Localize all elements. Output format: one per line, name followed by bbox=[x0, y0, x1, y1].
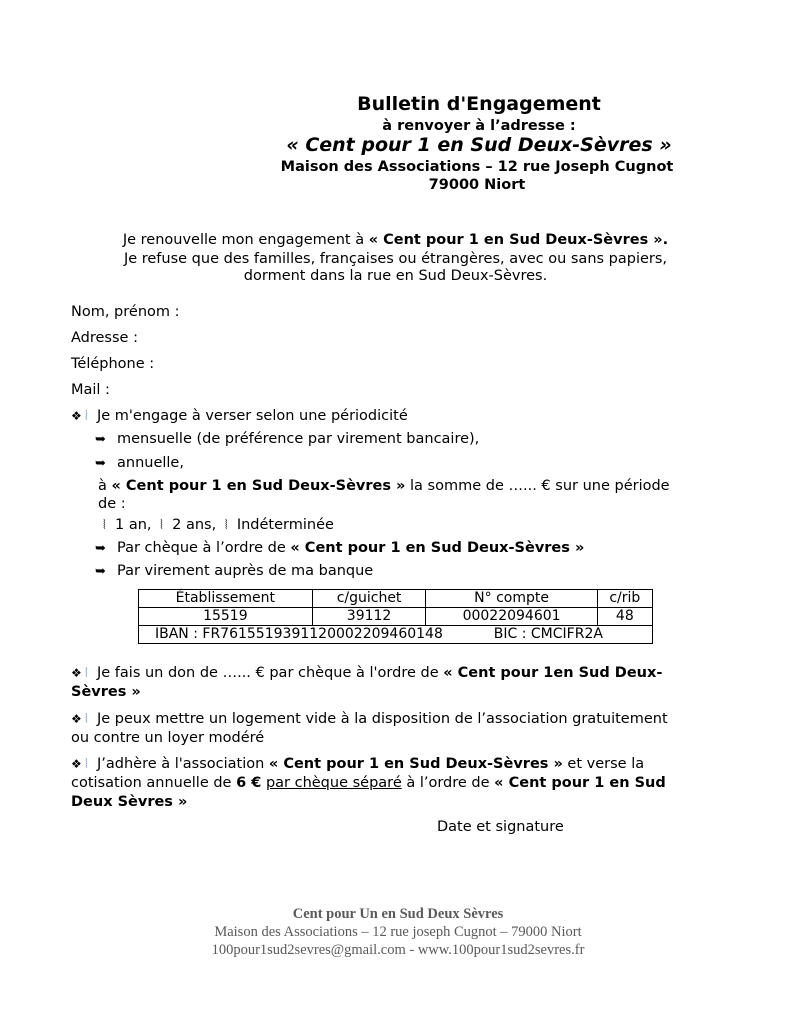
duration-2-years[interactable]: 2 ans, bbox=[172, 517, 217, 533]
table-header-row bbox=[139, 590, 653, 608]
yearly-option[interactable] bbox=[95, 455, 184, 471]
duration-options bbox=[103, 517, 334, 533]
diamond-bullet-icon: ❖ bbox=[71, 409, 82, 423]
checkbox-icon[interactable]: ⦚ bbox=[103, 518, 106, 533]
bic-value: BIC : CMCIFR2A bbox=[493, 626, 603, 642]
phone-field-label: Téléphone : bbox=[71, 356, 155, 372]
association-city: 79000 Niort bbox=[428, 177, 526, 193]
diamond-bullet-icon: ❖ bbox=[71, 666, 82, 680]
arrow-bullet-icon: ➥ bbox=[95, 564, 106, 579]
table-cell: 39112 bbox=[312, 608, 426, 626]
intro-line-2: Je refuse que des familles, françaises ou étrangères, avec ou sans papiers, bbox=[123, 251, 668, 267]
donation-continued: Sèvres » bbox=[71, 684, 141, 700]
table-header-cell: c/rib bbox=[597, 590, 652, 608]
address-field-label: Adresse : bbox=[71, 330, 138, 346]
checkbox-icon[interactable]: ⦚ bbox=[85, 757, 88, 772]
table-cell: 48 bbox=[597, 608, 652, 626]
name-field-label: Nom, prénom : bbox=[71, 304, 180, 320]
diamond-bullet-icon: ❖ bbox=[71, 712, 82, 726]
duration-undetermined[interactable]: Indéterminée bbox=[236, 517, 334, 533]
housing-option[interactable]: ❖ ⦚ Je peux mettre un logement vide à la disposition de l’association gratuitement bbox=[71, 711, 668, 727]
arrow-bullet-icon: ➥ bbox=[95, 456, 106, 471]
table-row bbox=[139, 608, 653, 626]
table-cell: 00022094601 bbox=[426, 608, 597, 626]
table-header-cell: c/guichet bbox=[312, 590, 426, 608]
membership-fee-line: cotisation annuelle de 6 € par chèque séparé à l’ordre de « Cent pour 1 en Sud bbox=[71, 775, 666, 791]
arrow-bullet-icon: ➥ bbox=[95, 432, 106, 447]
date-signature-label: Date et signature bbox=[437, 819, 564, 835]
bank-details-table bbox=[138, 589, 653, 644]
table-header-cell: N° compte bbox=[426, 590, 597, 608]
checkbox-icon[interactable]: ⦚ bbox=[160, 518, 163, 533]
sum-period-label: de : bbox=[98, 496, 126, 512]
association-name: « Cent pour 1 en Sud Deux-Sèvres » bbox=[286, 134, 672, 156]
sum-line: à « Cent pour 1 en Sud Deux-Sèvres » la somme de …... € sur une période bbox=[98, 478, 670, 494]
intro-line-3: dorment dans la rue en Sud Deux-Sèvres. bbox=[243, 268, 548, 284]
intro-line-1: Je renouvelle mon engagement à « Cent pour 1 en Sud Deux-Sèvres ». bbox=[122, 232, 669, 248]
table-cell: 15519 bbox=[139, 608, 313, 626]
duration-1-year[interactable]: 1 an, bbox=[115, 517, 152, 533]
checkbox-icon[interactable]: ⦚ bbox=[85, 666, 88, 681]
iban-bic-cell bbox=[139, 626, 653, 644]
checkbox-icon[interactable]: ⦚ bbox=[85, 409, 88, 424]
doc-title: Bulletin d'Engagement bbox=[357, 93, 601, 115]
arrow-bullet-icon: ➥ bbox=[95, 541, 106, 556]
footer-contact[interactable]: 100pour1sud2sevres@gmail.com - www.100pour1sud2sevres.fr bbox=[211, 942, 585, 958]
membership-continued: Deux Sèvres » bbox=[71, 794, 188, 810]
engage-label: Je m'engage à verser selon une périodicité bbox=[97, 408, 408, 424]
footer-name: Cent pour Un en Sud Deux Sèvres bbox=[292, 906, 504, 922]
membership-option[interactable]: ❖ ⦚ J’adhère à l'association « Cent pour 1 en Sud Deux-Sèvres » et verse la bbox=[71, 756, 645, 772]
mail-field-label: Mail : bbox=[71, 382, 110, 398]
engage-option[interactable] bbox=[71, 408, 408, 424]
iban-value: IBAN : FR7615519391120002209460148 bbox=[155, 626, 443, 642]
diamond-bullet-icon: ❖ bbox=[71, 757, 82, 771]
footer-address: Maison des Associations – 12 rue joseph Cugnot – 79000 Niort bbox=[214, 924, 582, 940]
table-row bbox=[139, 626, 653, 644]
association-address: Maison des Associations – 12 rue Joseph Cugnot bbox=[280, 159, 674, 175]
transfer-label: Par virement auprès de ma banque bbox=[117, 563, 374, 579]
cheque-option[interactable]: ➥ Par chèque à l’ordre de « Cent pour 1 en Sud Deux-Sèvres » bbox=[95, 540, 585, 556]
table-header-cell: Établissement bbox=[139, 590, 313, 608]
checkbox-icon[interactable]: ⦚ bbox=[85, 712, 88, 727]
donation-option[interactable]: ❖ ⦚ Je fais un don de …... € par chèque à l'ordre de « Cent pour 1en Sud Deux- bbox=[71, 665, 663, 681]
checkbox-icon[interactable]: ⦚ bbox=[224, 518, 228, 533]
transfer-option[interactable] bbox=[95, 563, 373, 579]
monthly-label: mensuelle (de préférence par virement bancaire), bbox=[117, 431, 480, 447]
housing-continued: ou contre un loyer modéré bbox=[71, 730, 265, 746]
monthly-option[interactable] bbox=[95, 431, 479, 447]
return-address-label: à renvoyer à l’adresse : bbox=[382, 118, 576, 134]
yearly-label: annuelle, bbox=[117, 455, 184, 471]
